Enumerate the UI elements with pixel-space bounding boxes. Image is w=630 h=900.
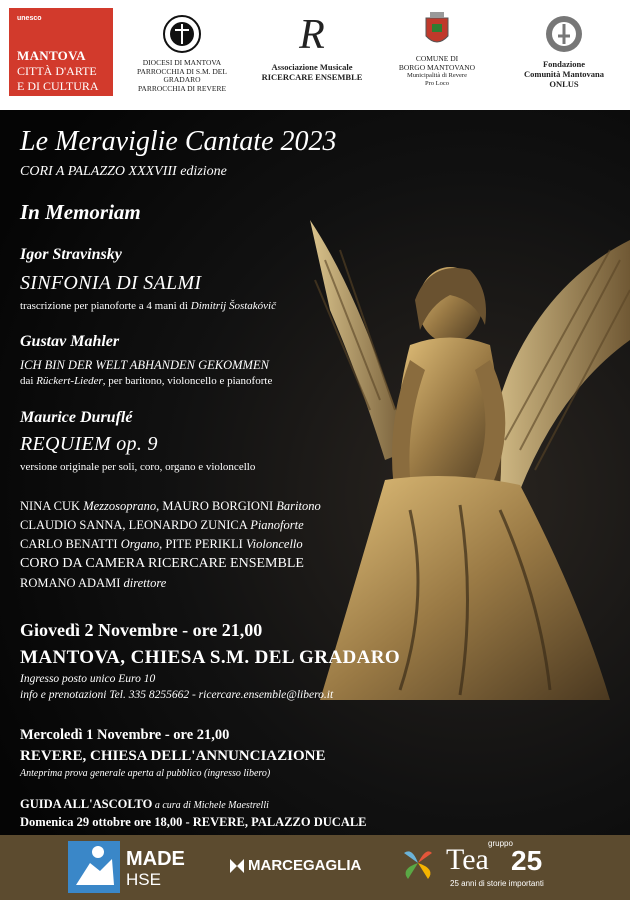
composer-durufle: Maurice Duruflé [20, 409, 133, 426]
event2-date: Mercoledì 1 Novembre - ore 21,00 [20, 727, 230, 743]
ricercare-line2: RICERCARE ENSEMBLE [261, 72, 363, 83]
comune-line1: COMUNE DI [415, 54, 459, 63]
diocesi-line3: PARROCCHIA DI REVERE [137, 83, 227, 93]
fondazione-line1: Fondazione [542, 59, 586, 69]
work-ich-bin-der-welt: ICH BIN DER WELT ABHANDEN GEKOMMEN [20, 358, 269, 372]
work-requiem: REQUIEM op. 9 [20, 433, 158, 455]
comune-crest-icon [422, 10, 452, 50]
event2-note: Anteprima prova generale aperta al pubblico (ingresso libero) [20, 768, 271, 779]
comune-line4: Pro Loco [424, 79, 449, 87]
composer-stravinsky: Igor Stravinsky [20, 246, 122, 263]
hse-text: HSE [126, 870, 161, 889]
diocesi-logo [122, 14, 242, 94]
comune-line3: Municipalità di Revere [407, 72, 467, 80]
diocesi-line2: PARROCCHIA DI S.M. DEL GRADARO [137, 66, 227, 85]
sponsor-header [0, 0, 630, 110]
event-title: Le Meraviglie Cantate 2023 [20, 126, 337, 157]
tea-swirl-icon [398, 843, 438, 883]
guida-date-place: Domenica 29 ottobre ore 18,00 - REVERE, PALAZZO DUCALE [20, 815, 367, 829]
marcegaglia-icon [229, 858, 245, 874]
rueckert-lieder-name: Rückert-Lieder [36, 375, 103, 387]
mantova-line2: CITTÀ D'ARTE [17, 64, 97, 78]
made-hse-logo [68, 841, 120, 893]
ricercare-logo [252, 8, 372, 82]
performers-line-5: ROMANO ADAMI direttore [20, 576, 167, 590]
mantova-citta-arte-logo [9, 8, 113, 96]
work-note-mahler: dai Rückert-Lieder, per baritono, violoncello e pianoforte [20, 375, 273, 387]
tea-25-badge: 25 [511, 845, 543, 876]
diocesi-seal-icon [162, 14, 202, 54]
event1-contact-info: info e prenotazioni Tel. 335 8255662 - ricercare.ensemble@libero.it [20, 689, 334, 701]
comune-logo [382, 10, 492, 87]
marcegaglia-logo: MARCEGAGLIA [248, 857, 362, 874]
event-subtitle: CORI A PALAZZO XXXVIII edizione [20, 164, 227, 179]
composer-mahler: Gustav Mahler [20, 333, 120, 350]
performers-line-3: CARLO BENATTI Organo, PITE PERIKLI Violoncello [20, 537, 303, 551]
made-text: MADE [126, 848, 185, 870]
tea-logo-text: Tea [446, 843, 489, 876]
bronze-angel-illustration [290, 220, 630, 720]
made-figure-icon [68, 841, 120, 893]
event1-ticket-info: Ingresso posto unico Euro 10 [20, 673, 156, 685]
in-memoriam-heading: In Memoriam [20, 200, 141, 224]
fondazione-logo [508, 14, 620, 90]
unesco-mark: unesco [17, 15, 42, 22]
tea-gruppo-label: gruppo [488, 839, 513, 848]
mantova-line1: MANTOVA [17, 48, 86, 63]
event1-venue: MANTOVA, CHIESA S.M. DEL GRADARO [20, 647, 401, 668]
mantova-line3: E DI CULTURA [17, 79, 99, 93]
fondazione-line2: Comunità Mantovana [523, 69, 605, 80]
work-note-stravinsky: trascrizione per pianoforte a 4 mani di Dimitrij Šostakóvič [20, 300, 276, 312]
comune-line2: BORGO MANTOVANO [398, 62, 476, 72]
guida-label: GUIDA ALL'ASCOLTO [20, 797, 153, 811]
ricercare-line1: Associazione Musicale [271, 62, 353, 72]
work-note-durufle: versione originale per soli, coro, organo e violoncello [20, 461, 256, 473]
shostakovich-name: Dimitrij Šostakóvič [190, 300, 276, 312]
tea-tagline: 25 anni di storie importanti [450, 879, 544, 888]
event1-date: Giovedì 2 Novembre - ore 21,00 [20, 620, 263, 640]
diocesi-line1: DIOCESI DI MANTOVA [142, 58, 222, 67]
performers-line-4: CORO DA CAMERA RICERCARE ENSEMBLE [20, 556, 304, 571]
event2-venue: REVERE, CHIESA DELL'ANNUNCIAZIONE [20, 748, 326, 764]
fondazione-emblem-icon [544, 14, 584, 54]
guida-curator: a cura di Michele Maestrelli [152, 800, 269, 811]
performers-line-1: NINA CUK Mezzosoprano, MAURO BORGIONI Baritono [20, 499, 321, 513]
work-sinfonia-di-salmi: SINFONIA DI SALMI [20, 272, 202, 294]
ricercare-monogram: R [299, 12, 325, 58]
performers-line-2: CLAUDIO SANNA, LEONARDO ZUNICA Pianoforte [20, 518, 304, 532]
sponsor-footer [0, 835, 630, 900]
fondazione-line3: ONLUS [549, 79, 579, 90]
guida-ascolto [20, 797, 269, 812]
